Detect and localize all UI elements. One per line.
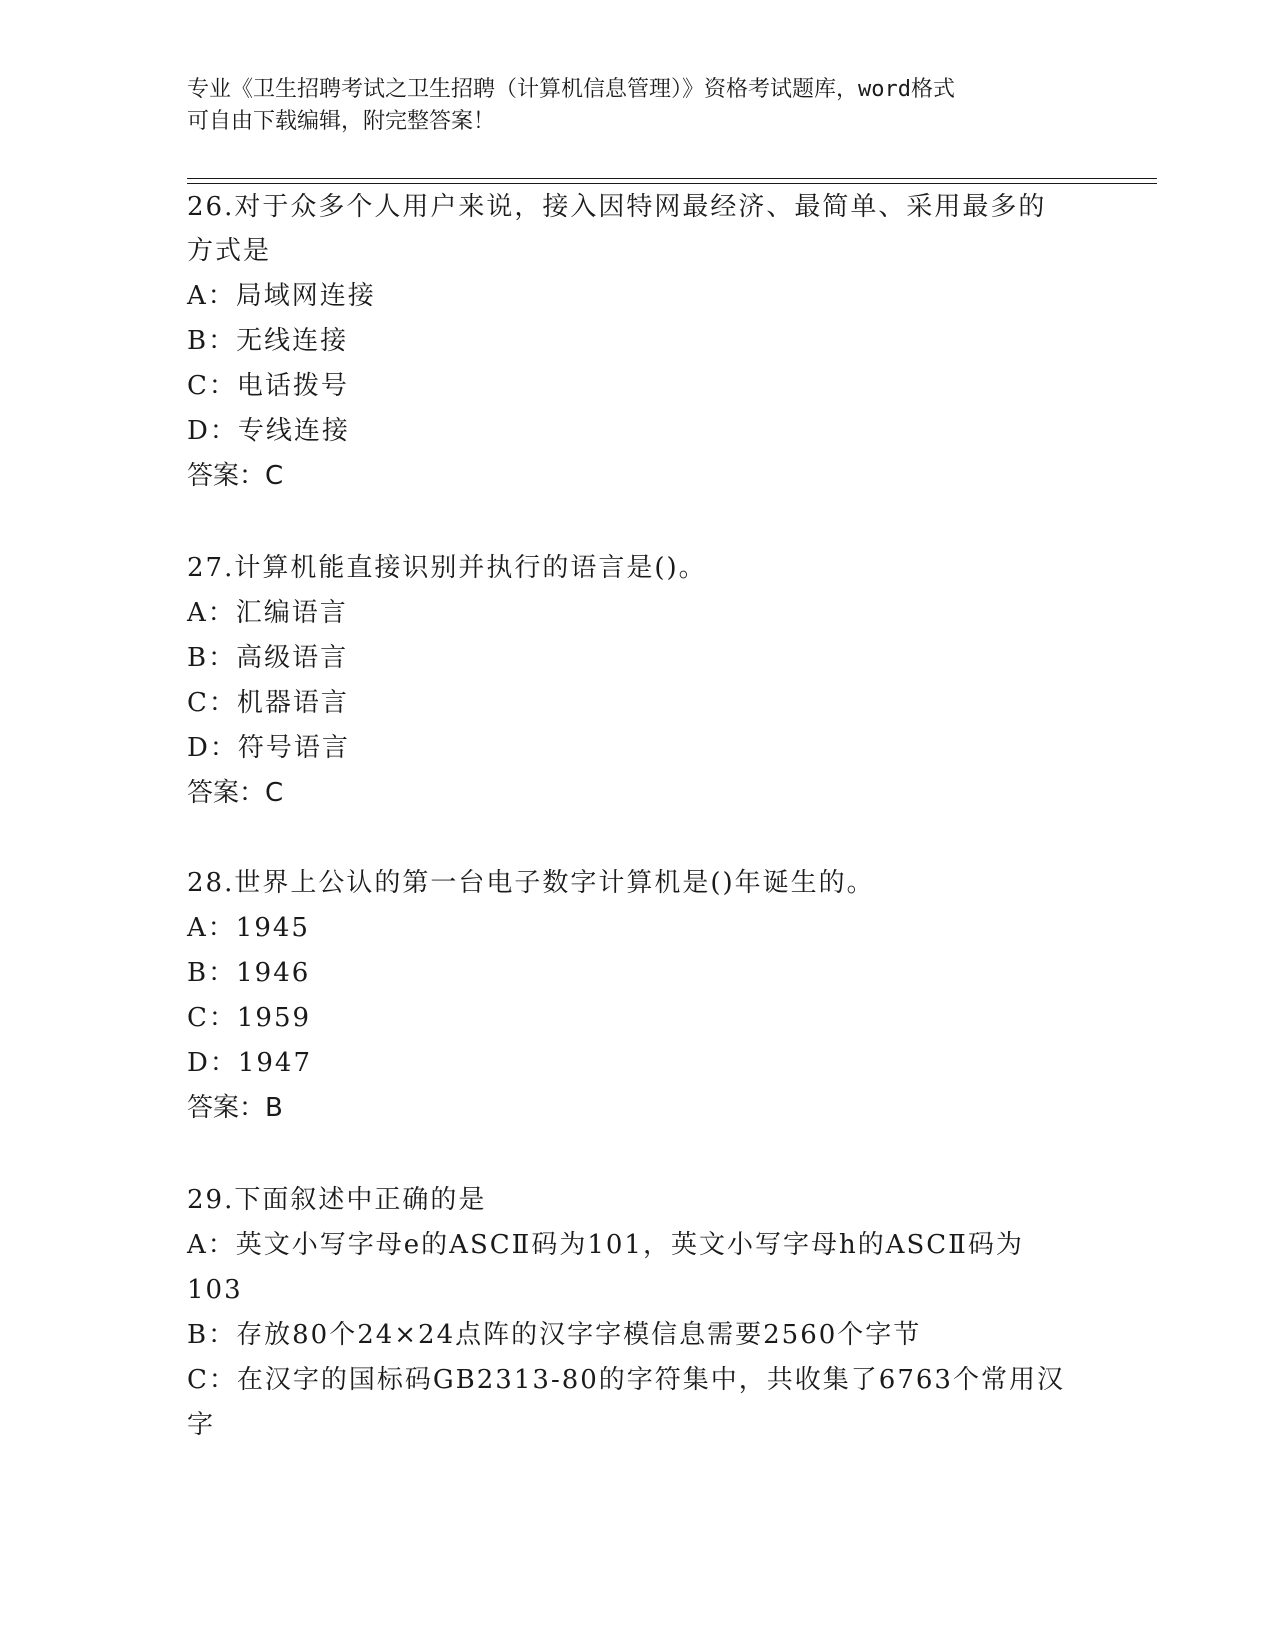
question-28-option-d: D：1947	[187, 1048, 313, 1078]
question-26-answer: 答案：C	[187, 461, 284, 491]
question-28-stem: 28.世界上公认的第一台电子数字计算机是()年诞生的。	[187, 868, 875, 898]
question-29-option-c-line-1: C：在汉字的国标码GB2313-80的字符集中，共收集了6763个常用汉	[187, 1365, 1065, 1395]
question-26-option-c: C：电话拨号	[187, 371, 349, 401]
question-27-option-a: A：汇编语言	[187, 598, 348, 628]
question-28-option-b: B：1946	[187, 958, 311, 988]
header-line-1: 专业《卫生招聘考试之卫生招聘（计算机信息管理）》资格考试题库，word格式	[187, 77, 955, 102]
question-27-stem: 27.计算机能直接识别并执行的语言是()。	[187, 553, 707, 583]
question-29-option-c-line-2: 字	[187, 1410, 216, 1440]
question-26-option-d: D：专线连接	[187, 416, 350, 446]
document-header	[187, 74, 1067, 138]
question-29-stem: 29.下面叙述中正确的是	[187, 1185, 487, 1215]
question-27-option-c: C：机器语言	[187, 688, 349, 718]
header-rule-bottom	[187, 183, 1157, 184]
question-29-option-b: B：存放80个24×24点阵的汉字字模信息需要2560个字节	[187, 1320, 922, 1350]
question-27-option-b: B：高级语言	[187, 643, 349, 673]
question-26-stem-line-2: 方式是	[187, 236, 272, 266]
question-28-option-c: C：1959	[187, 1003, 312, 1033]
question-28-option-a: A：1945	[187, 913, 310, 943]
question-26-option-a: A：局域网连接	[187, 281, 376, 311]
question-29-option-a-line-2: 103	[187, 1275, 243, 1305]
question-29-option-a-line-1: A：英文小写字母e的ASCⅡ码为101，英文小写字母h的ASCⅡ码为	[187, 1230, 1024, 1260]
question-28-answer: 答案：B	[187, 1093, 283, 1123]
question-26-option-b: B：无线连接	[187, 326, 349, 356]
question-27-answer: 答案：C	[187, 778, 284, 808]
question-27-option-d: D：符号语言	[187, 733, 350, 763]
question-26-stem-line-1: 26.对于众多个人用户来说，接入因特网最经济、最简单、采用最多的	[187, 192, 1047, 222]
header-rule-top	[187, 178, 1157, 179]
header-line-2: 可自由下载编辑，附完整答案！	[187, 109, 496, 134]
